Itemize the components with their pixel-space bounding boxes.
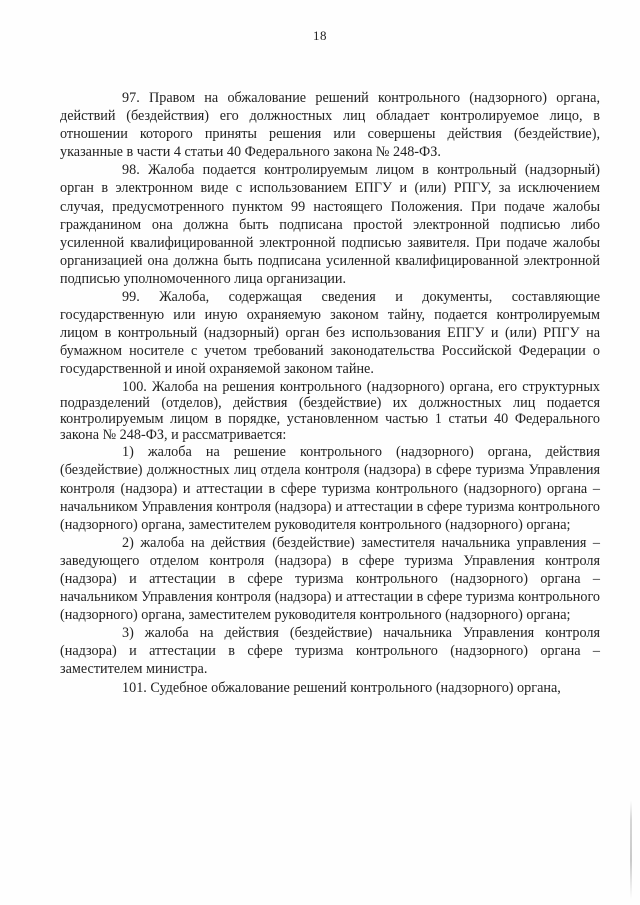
paragraph-97: 97. Правом на обжалование решений контрольного (надзорного) органа, действий (бездействия) его должностных лиц обладает контролируемое лицо, в отношении которого приняты решения или совершены действия (бездействие), указанные в части 4 статьи 40 Федерального закона № 248-ФЗ. <box>60 90 600 161</box>
paragraph-98: 98. Жалоба подается контролируемым лицом в контрольный (надзорный) орган в электронном виде с использованием ЕПГУ и (или) РПГУ, за исключением случая, предусмотренного пунктом 99 настоящего Положения. При подаче жалобы гражданином она должна быть подписана простой электронной подписью либо усиленной квалифицированной электронной подписью заявителя. При подаче жалобы организацией она должна быть подписана усиленной квалифицированной электронной подписью уполномоченного лица организации. <box>60 162 600 287</box>
paragraph-101: 101. Судебное обжалование решений контрольного (надзорного) органа, <box>122 679 561 696</box>
list-item-3: 3) жалоба на действия (бездействие) начальника Управления контроля (надзора) и аттестации в сфере туризма контрольного (надзорного) органа – заместителем министра. <box>60 625 600 678</box>
list-item-2: 2) жалоба на действия (бездействие) заместителя начальника управления – заведующего отделом контроля (надзора) в сфере туризма Управления контроля (надзора) и аттестации в сфере туризма контрольного (надзорного) органа – начальником Управления контроля (надзора) и аттестации в сфере туризма контрольного (надзорного) органа, заместителем руководителя контрольного (надзорного) органа; <box>60 534 600 624</box>
scan-edge-shadow <box>630 800 632 900</box>
list-item-1: 1) жалоба на решение контрольного (надзорного) органа, действия (бездействие) должностных лиц отдела контроля (надзора) в сфере туризма Управления контроля (надзора) и аттестации в сфере туризма контрольного (надзорного) органа – начальником Управления контроля (надзора) и аттестации в сфере туризма контрольного (надзорного) органа, заместителем руководителя контрольного (надзорного) органа; <box>60 444 600 533</box>
document-body <box>60 89 600 697</box>
page-number: 18 <box>313 28 327 43</box>
paragraph-99: 99. Жалоба, содержащая сведения и документы, составляющие государственную или иную охраняемую законом тайну, подается контролируемым лицом в контрольный (надзорный) орган без использования ЕПГУ и (или) РПГУ на бумажном носителе с учетом требований законодательства Российской Федерации о государственной и иной охраняемой законом тайне. <box>60 289 600 378</box>
paragraph-100: 100. Жалоба на решения контрольного (надзорного) органа, его структурных подразделений (отделов), действия (бездействие) их должностных лиц подается контролируемым лицом в порядке, установленном частью 1 статьи 40 Федерального закона № 248-ФЗ, и рассматривается: <box>60 378 600 444</box>
